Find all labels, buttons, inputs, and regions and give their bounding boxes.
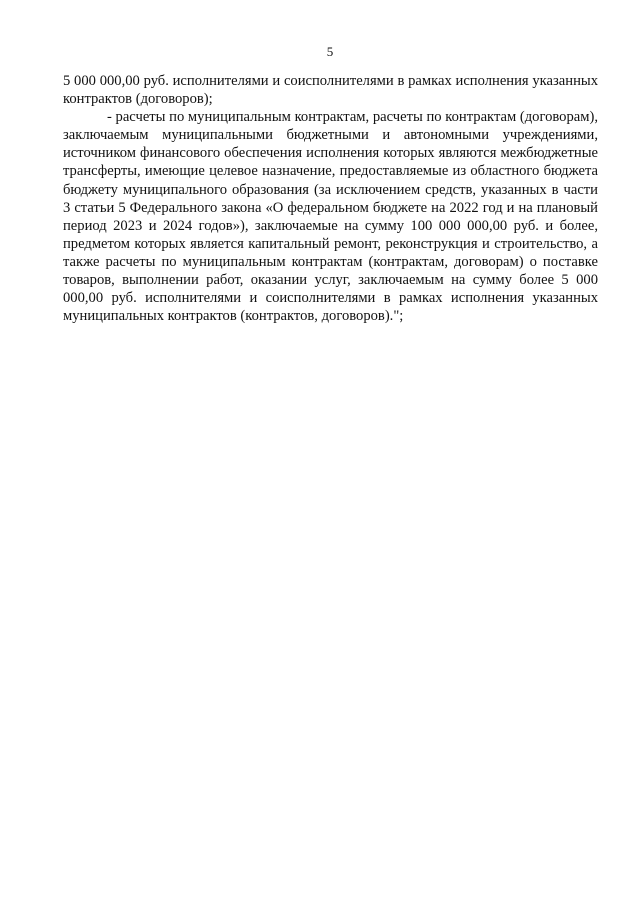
- paragraph-continuation: 5 000 000,00 руб. исполнителями и соисполнителями в рамках исполнения указанных контрактов (договоров);: [63, 73, 598, 108]
- paragraph-list-item: - расчеты по муниципальным контрактам, расчеты по контрактам (договорам), заключаемым муниципальными бюджетными и автономными учреждениями, источником финансового обеспечения исполнения которых являются межбюджетные трансферты, имеющие целевое назначение, предоставляемые из областного бюджета бюджету муниципального образования (за исключением средств, указанных в части 3 статьи 5 Федерального закона «О федеральном бюджете на 2022 год и на плановый период 2023 и 2024 годов»), заключаемые на сумму 100 000 000,00 руб. и более, предметом которых является капитальный ремонт, реконструкция и строительство, а также расчеты по муниципальным контрактам (контрактам, договорам) о поставке товаров, выполнении работ, оказании услуг, заключаемым на сумму более 5 000 000,00 руб. исполнителями и соисполнителями в рамках исполнения указанных муниципальных контрактов (контрактов, договоров).";: [63, 109, 598, 325]
- page-number: 5: [326, 44, 334, 59]
- document-body: [63, 72, 598, 325]
